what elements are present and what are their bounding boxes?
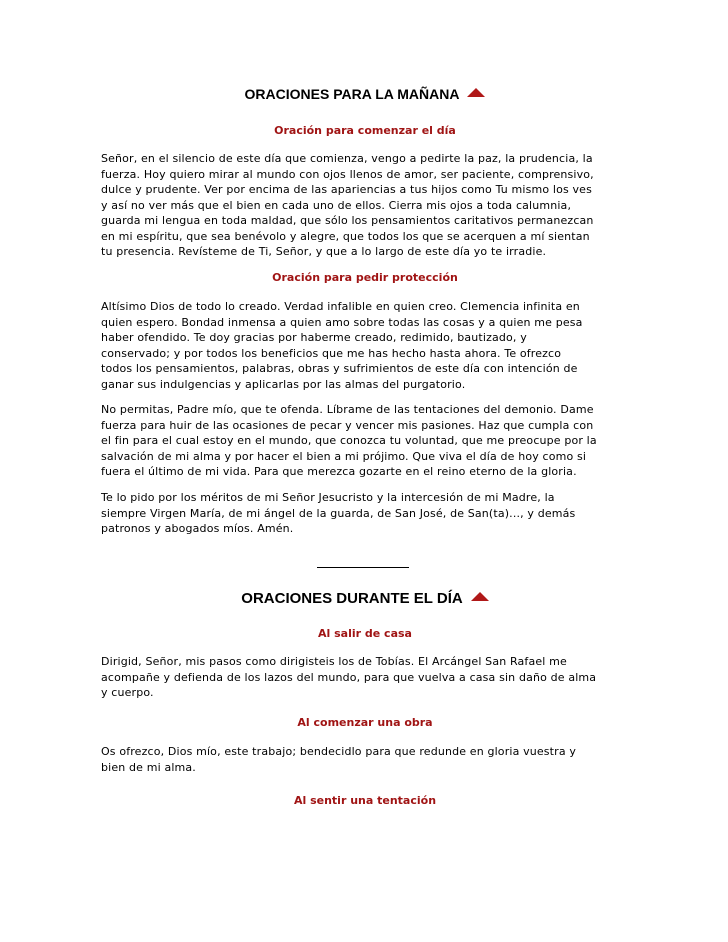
- section-heading-during-day: [101, 590, 629, 607]
- text-line: y así no ver más que el bien en cada uno de ellos. Cierra mis ojos a toda calumnia,: [101, 198, 572, 212]
- subheading-temptation: Al sentir una tentación: [293, 794, 437, 807]
- text-line: fuerza. Hoy quiero mirar al mundo con ojos llenos de amor, ser paciente, comprensivo,: [101, 167, 594, 181]
- subheading-leaving-home: Al salir de casa: [318, 627, 412, 640]
- text-line: quien espero. Bondad inmensa a quien amo sobre todas las cosas y a quien me pesa: [101, 315, 583, 329]
- up-triangle-icon[interactable]: [467, 88, 485, 97]
- text-line: y cuerpo.: [101, 686, 154, 699]
- section-heading-text: ORACIONES PARA LA MAÑANA: [244, 86, 460, 102]
- text-line: salvación de mi alma y por hacer el bien a mi prójimo. Que viva el día de hoy como si: [101, 449, 587, 463]
- text-line: acompañe y defienda de los lazos del mundo, para que vuelva a casa sin daño de alma: [101, 670, 597, 684]
- text-line: patronos y abogados míos. Amén.: [101, 522, 294, 535]
- text-line: siempre Virgen María, de mi ángel de la guarda, de San José, de San(ta)..., y demás: [101, 506, 576, 520]
- prayer-paragraph: [101, 402, 629, 480]
- text-line: Dirigid, Señor, mis pasos como dirigisteis los de Tobías. El Arcángel San Rafael me: [101, 655, 567, 668]
- text-line: bien de mi alma.: [101, 760, 196, 774]
- text-line: guarda mi lengua en toda maldad, que sólo los pensamientos caritativos permanezcan: [101, 214, 594, 227]
- subheading-start-day: Oración para comenzar el día: [274, 124, 456, 137]
- text-line: haber ofendido. Te doy gracias por haberme creado, redimido, bautizado, y: [101, 331, 527, 344]
- section-heading-text: ORACIONES DURANTE EL DÍA: [241, 590, 463, 607]
- prayer-paragraph: [101, 490, 629, 537]
- prayer-paragraph: [101, 299, 629, 392]
- text-line: Señor, en el silencio de este día que comienza, vengo a pedirte la paz, la prudencia, la: [101, 152, 593, 165]
- text-line: Te lo pido por los méritos de mi Señor Jesucristo y la intercesión de mi Madre, la: [101, 491, 555, 504]
- text-line: fuerza para huir de las ocasiones de pecar y vencer mis pasiones. Haz que cumpla con: [101, 418, 594, 432]
- prayer-paragraph: [101, 151, 629, 260]
- prayer-paragraph: [101, 744, 629, 775]
- text-line: conservado; y por todos los beneficios que me has hecho hasta ahora. Te ofrezco: [101, 346, 562, 360]
- text-line: ganar sus indulgencias y aplicarlas por las almas del purgatorio.: [101, 377, 466, 391]
- text-line: No permitas, Padre mío, que te ofenda. Líbrame de las tentaciones del demonio. Dame: [101, 403, 594, 416]
- text-line: fuera el último de mi vida. Para que merezca gozarte en el reino eterno de la gloria.: [101, 465, 577, 478]
- section-heading-morning: [101, 86, 629, 102]
- prayer-paragraph: [101, 654, 629, 701]
- up-triangle-icon[interactable]: [471, 592, 489, 601]
- subheading-starting-work: Al comenzar una obra: [297, 716, 433, 729]
- subheading-protection: Oración para pedir protección: [272, 271, 458, 284]
- text-line: Os ofrezco, Dios mío, este trabajo; bendecidlo para que redunde en gloria vuestra y: [101, 745, 577, 758]
- section-separator: [317, 567, 409, 568]
- text-line: el fin para el cual estoy en el mundo, que conozca tu voluntad, que me preocupe por la: [101, 434, 597, 447]
- text-line: todos los pensamientos, palabras, obras y sufrimientos de este día con intención de: [101, 362, 578, 375]
- text-line: en mi espíritu, que sea benévolo y alegre, que todos los que se acerquen a mí sientan: [101, 229, 590, 243]
- text-line: tu presencia. Revísteme de Ti, Señor, y que a lo largo de este día yo te irradie.: [101, 245, 547, 258]
- text-line: Altísimo Dios de todo lo creado. Verdad infalible en quien creo. Clemencia infinita en: [101, 300, 580, 313]
- text-line: dulce y prudente. Ver por encima de las apariencias a tus hijos como Tu mismo los ves: [101, 183, 592, 196]
